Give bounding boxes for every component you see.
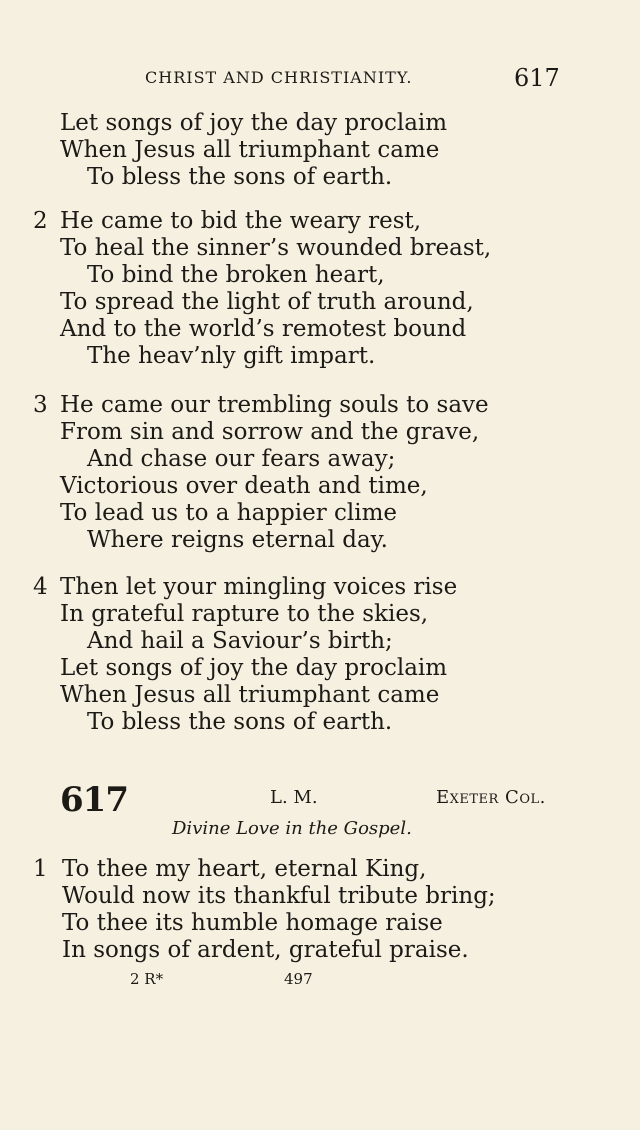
page-footer [0, 970, 640, 994]
verse-line: To spread the light of truth around, [60, 289, 474, 315]
verse-number: 1 [33, 856, 48, 882]
verse-line: And to the world’s remotest bound [60, 316, 467, 342]
hymn-meter: L. M. [270, 787, 318, 808]
running-head [0, 66, 640, 96]
verse-line: And hail a Saviour’s birth; [87, 628, 393, 654]
verse-line: To thee my heart, eternal King, [62, 856, 427, 882]
verse-line: He came to bid the weary rest, [60, 208, 422, 234]
signature-mark: 2 R* [130, 970, 164, 988]
verse-line: Victorious over death and time, [60, 473, 428, 499]
verse-line: From sin and sorrow and the grave, [60, 419, 480, 445]
hymn-tune: Exeter Col. [436, 787, 546, 808]
verse-line: To bless the sons of earth. [87, 709, 393, 735]
verse-line: Let songs of joy the day proclaim [60, 110, 448, 136]
verse-line: Let songs of joy the day proclaim [60, 655, 448, 681]
verse-line: He came our trembling souls to save [60, 392, 489, 418]
verse-number: 2 [33, 208, 48, 234]
verse-line: To bind the broken heart, [87, 262, 385, 288]
verse-line: Then let your mingling voices rise [60, 574, 458, 600]
verse-line: In grateful rapture to the skies, [60, 601, 429, 627]
verse-line: Would now its thankful tribute bring; [62, 883, 496, 909]
hymn-number: 617 [60, 780, 128, 820]
verse-line: The heav’nly gift impart. [87, 343, 376, 369]
verse-line: To thee its humble homage raise [62, 910, 443, 936]
verse-line: To bless the sons of earth. [87, 164, 393, 190]
verse-number: 3 [33, 392, 48, 418]
verse-line: Where reigns eternal day. [87, 527, 388, 553]
verse-line: To heal the sinner’s wounded breast, [60, 235, 492, 261]
footer-folio: 497 [284, 970, 313, 988]
hymn-subtitle: Divine Love in the Gospel. [172, 818, 412, 839]
verse-line: When Jesus all triumphant came [60, 682, 440, 708]
hymn-header [0, 780, 640, 820]
verse-line: In songs of ardent, grateful praise. [62, 937, 469, 963]
verse-line: To lead us to a happier clime [60, 500, 398, 526]
page-number: 617 [514, 64, 560, 92]
running-title: CHRIST AND CHRISTIANITY. [145, 68, 413, 87]
verse-line: When Jesus all triumphant came [60, 137, 440, 163]
verse-line: And chase our fears away; [87, 446, 396, 472]
verse-number: 4 [33, 574, 48, 600]
